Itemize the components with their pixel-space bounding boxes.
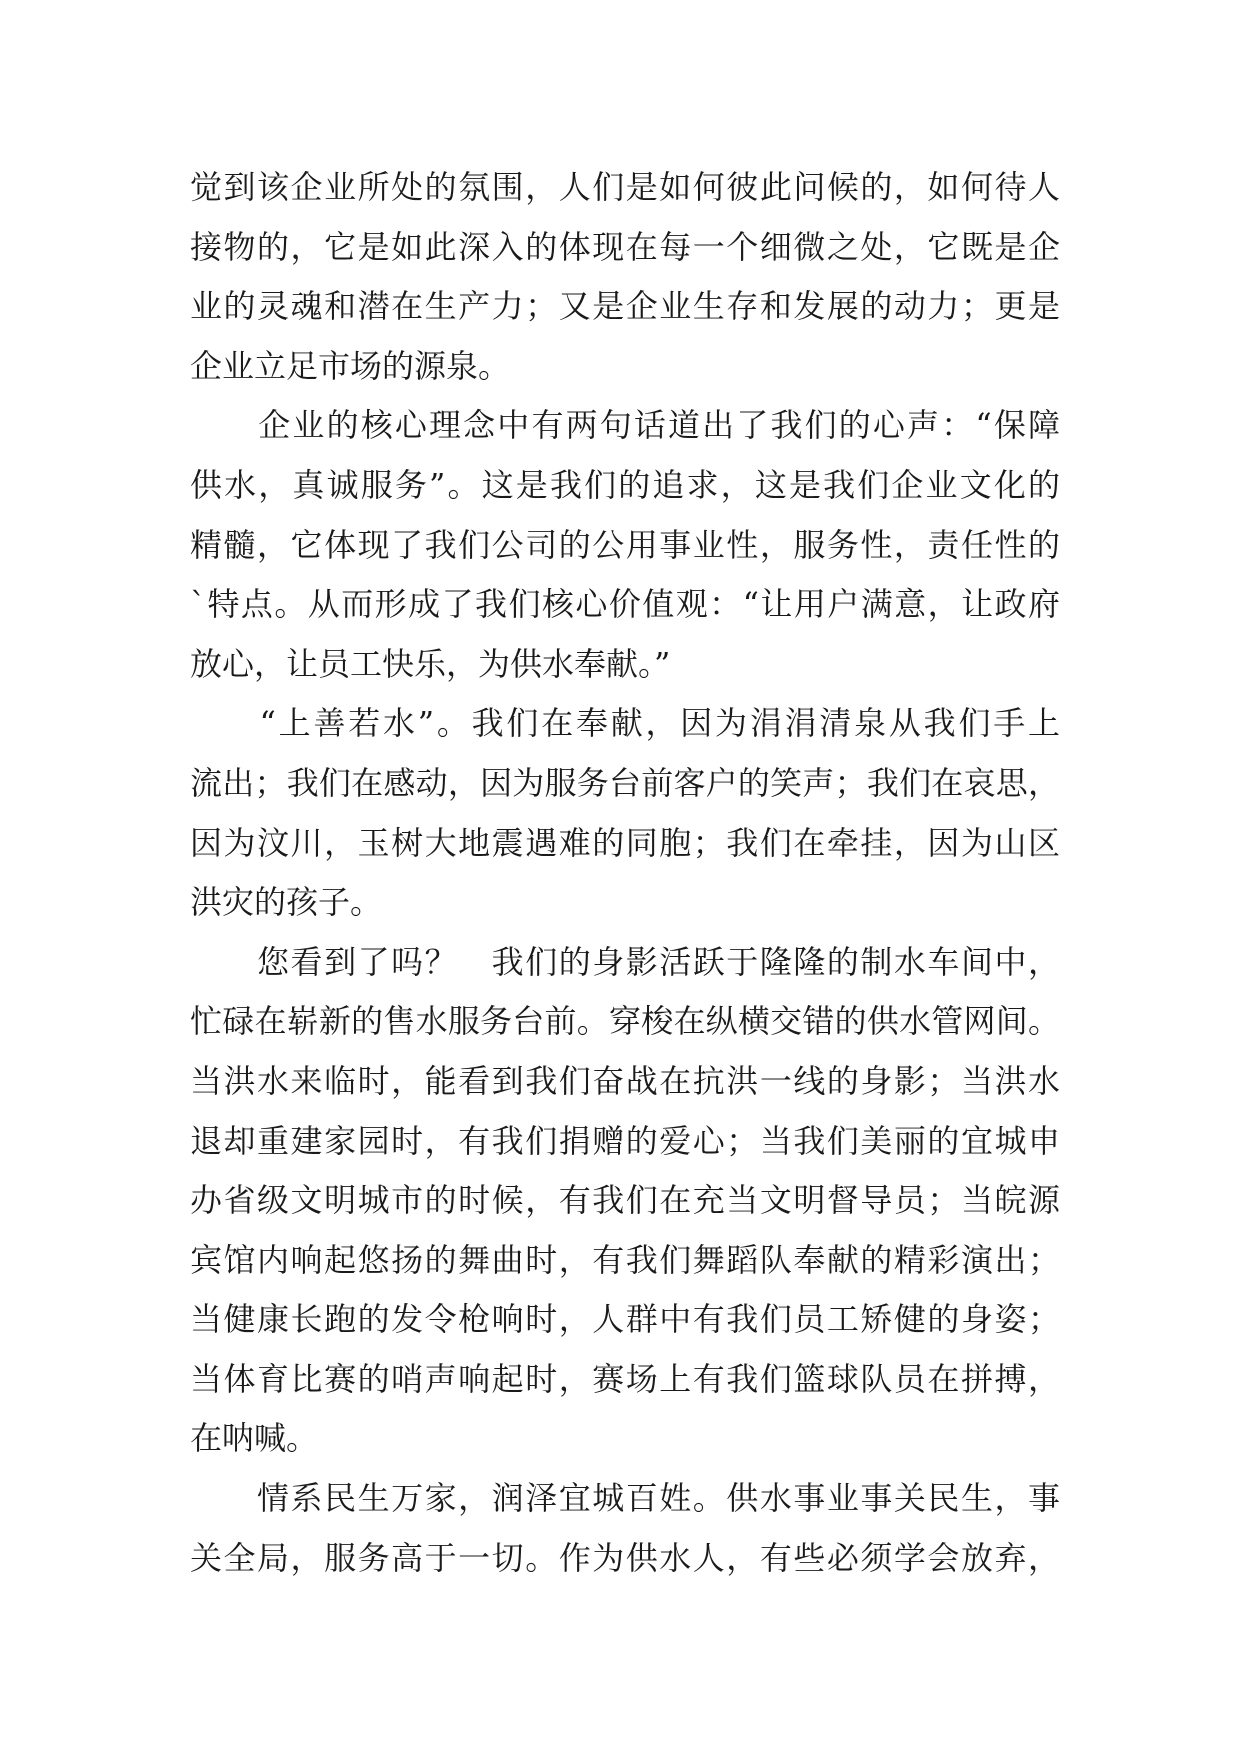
text-line: 洪灾的孩子。 (190, 883, 383, 922)
text-line: 放心，让员工快乐，为供水奉献。” (190, 644, 671, 683)
text-line: 接物的，它是如此深入的体现在每一个细微之处，它既是企 (190, 227, 1060, 266)
text-line: 情系民生万家，润泽宜城百姓。供水事业事关民生，事 (190, 1479, 1060, 1518)
text-line: 业的灵魂和潜在生产力；又是企业生存和发展的动力；更是 (190, 287, 1060, 326)
text-line: 精髓，它体现了我们公司的公用事业性，服务性，责任性的 (190, 525, 1060, 564)
text-line: 供水，真诚服务”。这是我们的追求，这是我们企业文化的 (190, 465, 1060, 504)
text-line: 退却重建家园时，有我们捐赠的爱心；当我们美丽的宜城申 (190, 1121, 1060, 1160)
text-line: 宾馆内响起悠扬的舞曲时，有我们舞蹈队奉献的精彩演出； (190, 1240, 1060, 1279)
text-line: 觉到该企业所处的氛围，人们是如何彼此问候的，如何待人 (190, 168, 1060, 206)
text-line: 当体育比赛的哨声响起时，赛场上有我们篮球队员在拼搏， (190, 1359, 1060, 1398)
text-line: “上善若水”。我们在奉献，因为涓涓清泉从我们手上 (190, 704, 1060, 743)
text-line: `特点。从而形成了我们核心价值观：“让用户满意，让政府 (190, 585, 1060, 624)
text-line: 办省级文明城市的时候，有我们在充当文明督导员；当皖源 (190, 1181, 1060, 1220)
text-line: 企业的核心理念中有两句话道出了我们的心声：“保障 (190, 406, 1060, 445)
text-line: 当健康长跑的发令枪响时，人群中有我们员工矫健的身姿； (190, 1300, 1060, 1339)
text-line: 忙碌在崭新的售水服务台前。穿梭在纵横交错的供水管网间。 (190, 1002, 1060, 1041)
text-line: 流出；我们在感动，因为服务台前客户的笑声；我们在哀思， (190, 763, 1060, 802)
text-line: 因为汶川，玉树大地震遇难的同胞；我们在牵挂，因为山区 (190, 823, 1060, 862)
text-line: 当洪水来临时，能看到我们奋战在抗洪一线的身影；当洪水 (190, 1061, 1060, 1100)
text-line: 您看到了吗？ 我们的身影活跃于隆隆的制水车间中， (190, 942, 1060, 981)
body-text (190, 158, 1060, 1588)
text-line: 企业立足市场的源泉。 (190, 346, 511, 385)
text-line: 关全局，服务高于一切。作为供水人，有些必须学会放弃， (190, 1538, 1060, 1577)
text-line: 在呐喊。 (190, 1419, 319, 1458)
